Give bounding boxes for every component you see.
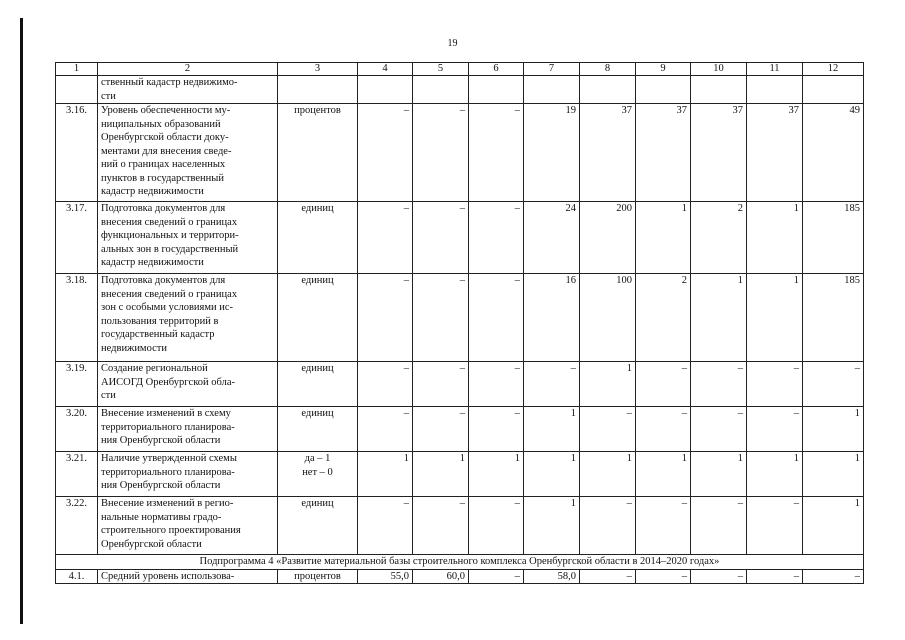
row-number: 3.17. (56, 202, 98, 274)
value-cell: 49 (803, 104, 864, 202)
value-cell: 37 (747, 104, 803, 202)
value-cell: – (358, 362, 413, 407)
value-cell (747, 76, 803, 104)
indicator-name: Подготовка документов для внесения сведений о границах зон с особыми условиями ис- пользования территорий в государственный кадастр недвижимости (98, 274, 278, 362)
value-cell: 16 (524, 274, 580, 362)
value-cell: – (469, 407, 524, 452)
row-number: 3.22. (56, 497, 98, 555)
column-number-header: 12 (803, 63, 864, 76)
value-cell: – (803, 569, 864, 584)
value-cell: – (747, 569, 803, 584)
column-number-header: 11 (747, 63, 803, 76)
table-row (56, 569, 864, 584)
value-cell: 1 (469, 452, 524, 497)
table-row (56, 452, 864, 497)
unit-of-measure: процентов (278, 104, 358, 202)
indicator-name: Создание региональной АИСОГД Оренбургской обла- сти (98, 362, 278, 407)
unit-of-measure: единиц (278, 362, 358, 407)
value-cell: – (413, 362, 469, 407)
value-cell (469, 76, 524, 104)
value-cell: 1 (636, 452, 691, 497)
row-number (56, 76, 98, 104)
value-cell: – (413, 497, 469, 555)
value-cell: – (469, 104, 524, 202)
value-cell: 1 (747, 274, 803, 362)
indicator-name: Уровень обеспеченности му- ниципальных образований Оренбургской области доку- ментами для внесения сведе- ний о границах населенных пунктов в государственный кадастр недвижимости (98, 104, 278, 202)
value-cell: 1 (803, 407, 864, 452)
indicator-name: Внесение изменений в регио- нальные нормативы градо- строительного проектирования Оренбургской области (98, 497, 278, 555)
table-body (56, 63, 864, 584)
value-cell: 37 (691, 104, 747, 202)
subprogram-title: Подпрограмма 4 «Развитие материальной базы строительного комплекса Оренбургской области в 2014–2020 годах» (56, 555, 864, 570)
value-cell: – (747, 407, 803, 452)
table-row (56, 76, 864, 104)
value-cell: – (413, 202, 469, 274)
column-number-header: 5 (413, 63, 469, 76)
value-cell: 1 (580, 452, 636, 497)
column-number-header: 3 (278, 63, 358, 76)
column-number-header: 2 (98, 63, 278, 76)
column-number-header: 9 (636, 63, 691, 76)
value-cell: – (358, 274, 413, 362)
value-cell: 1 (747, 202, 803, 274)
unit-of-measure: да – 1 нет – 0 (278, 452, 358, 497)
value-cell: 24 (524, 202, 580, 274)
left-margin-bar (20, 18, 23, 624)
indicators-table (55, 62, 864, 584)
column-number-header: 4 (358, 63, 413, 76)
value-cell (413, 76, 469, 104)
value-cell: – (691, 407, 747, 452)
subprogram-row (56, 555, 864, 570)
row-number: 4.1. (56, 569, 98, 584)
value-cell: 1 (803, 497, 864, 555)
value-cell: 1 (747, 452, 803, 497)
unit-of-measure: процентов (278, 569, 358, 584)
value-cell: – (747, 497, 803, 555)
table-row (56, 362, 864, 407)
unit-of-measure: единиц (278, 202, 358, 274)
value-cell: – (413, 407, 469, 452)
value-cell: – (580, 497, 636, 555)
value-cell (524, 76, 580, 104)
column-number-header: 8 (580, 63, 636, 76)
table-row (56, 202, 864, 274)
value-cell: 200 (580, 202, 636, 274)
value-cell: 1 (524, 452, 580, 497)
value-cell: 2 (636, 274, 691, 362)
value-cell: – (469, 362, 524, 407)
value-cell: 1 (803, 452, 864, 497)
table-row (56, 407, 864, 452)
column-number-header: 1 (56, 63, 98, 76)
unit-of-measure: единиц (278, 497, 358, 555)
value-cell: 60,0 (413, 569, 469, 584)
page-number: 19 (447, 38, 458, 49)
table-row (56, 274, 864, 362)
value-cell: 1 (636, 202, 691, 274)
value-cell: – (747, 362, 803, 407)
indicator-name: ственный кадастр недвижимо- сти (98, 76, 278, 104)
value-cell: – (580, 407, 636, 452)
value-cell: 185 (803, 274, 864, 362)
row-number: 3.21. (56, 452, 98, 497)
value-cell: 2 (691, 202, 747, 274)
value-cell: – (469, 274, 524, 362)
row-number: 3.16. (56, 104, 98, 202)
value-cell (358, 76, 413, 104)
value-cell: – (358, 407, 413, 452)
value-cell: – (636, 407, 691, 452)
value-cell: – (469, 202, 524, 274)
value-cell: 58,0 (524, 569, 580, 584)
value-cell: – (358, 202, 413, 274)
value-cell: 100 (580, 274, 636, 362)
value-cell: – (803, 362, 864, 407)
column-number-header: 10 (691, 63, 747, 76)
value-cell: – (636, 497, 691, 555)
value-cell: – (691, 497, 747, 555)
value-cell (636, 76, 691, 104)
value-cell (803, 76, 864, 104)
column-number-header: 7 (524, 63, 580, 76)
row-number: 3.19. (56, 362, 98, 407)
value-cell: 185 (803, 202, 864, 274)
row-number: 3.18. (56, 274, 98, 362)
value-cell: – (580, 569, 636, 584)
value-cell: – (636, 569, 691, 584)
value-cell: – (469, 569, 524, 584)
indicator-name: Средний уровень использова- (98, 569, 278, 584)
value-cell: 19 (524, 104, 580, 202)
row-number: 3.20. (56, 407, 98, 452)
value-cell: – (413, 274, 469, 362)
column-number-header: 6 (469, 63, 524, 76)
value-cell (691, 76, 747, 104)
value-cell: 1 (524, 497, 580, 555)
value-cell: 1 (691, 274, 747, 362)
value-cell: – (358, 497, 413, 555)
indicator-name: Наличие утвержденной схемы территориального планирова- ния Оренбургской области (98, 452, 278, 497)
value-cell: 1 (358, 452, 413, 497)
value-cell: 1 (413, 452, 469, 497)
value-cell (580, 76, 636, 104)
value-cell: 1 (580, 362, 636, 407)
value-cell: – (691, 362, 747, 407)
indicator-name: Подготовка документов для внесения сведений о границах функциональных и территори- альных зон в государственный кадастр недвижимости (98, 202, 278, 274)
value-cell: – (524, 362, 580, 407)
value-cell: – (691, 569, 747, 584)
value-cell: – (636, 362, 691, 407)
value-cell: – (413, 104, 469, 202)
value-cell: – (358, 104, 413, 202)
table-row (56, 104, 864, 202)
value-cell: 1 (524, 407, 580, 452)
value-cell: 55,0 (358, 569, 413, 584)
value-cell: – (469, 497, 524, 555)
indicator-name: Внесение изменений в схему территориального планирова- ния Оренбургской области (98, 407, 278, 452)
unit-of-measure: единиц (278, 274, 358, 362)
column-number-row (56, 63, 864, 76)
table-row (56, 497, 864, 555)
value-cell: 37 (636, 104, 691, 202)
value-cell: 37 (580, 104, 636, 202)
unit-of-measure: единиц (278, 407, 358, 452)
unit-of-measure (278, 76, 358, 104)
value-cell: 1 (691, 452, 747, 497)
